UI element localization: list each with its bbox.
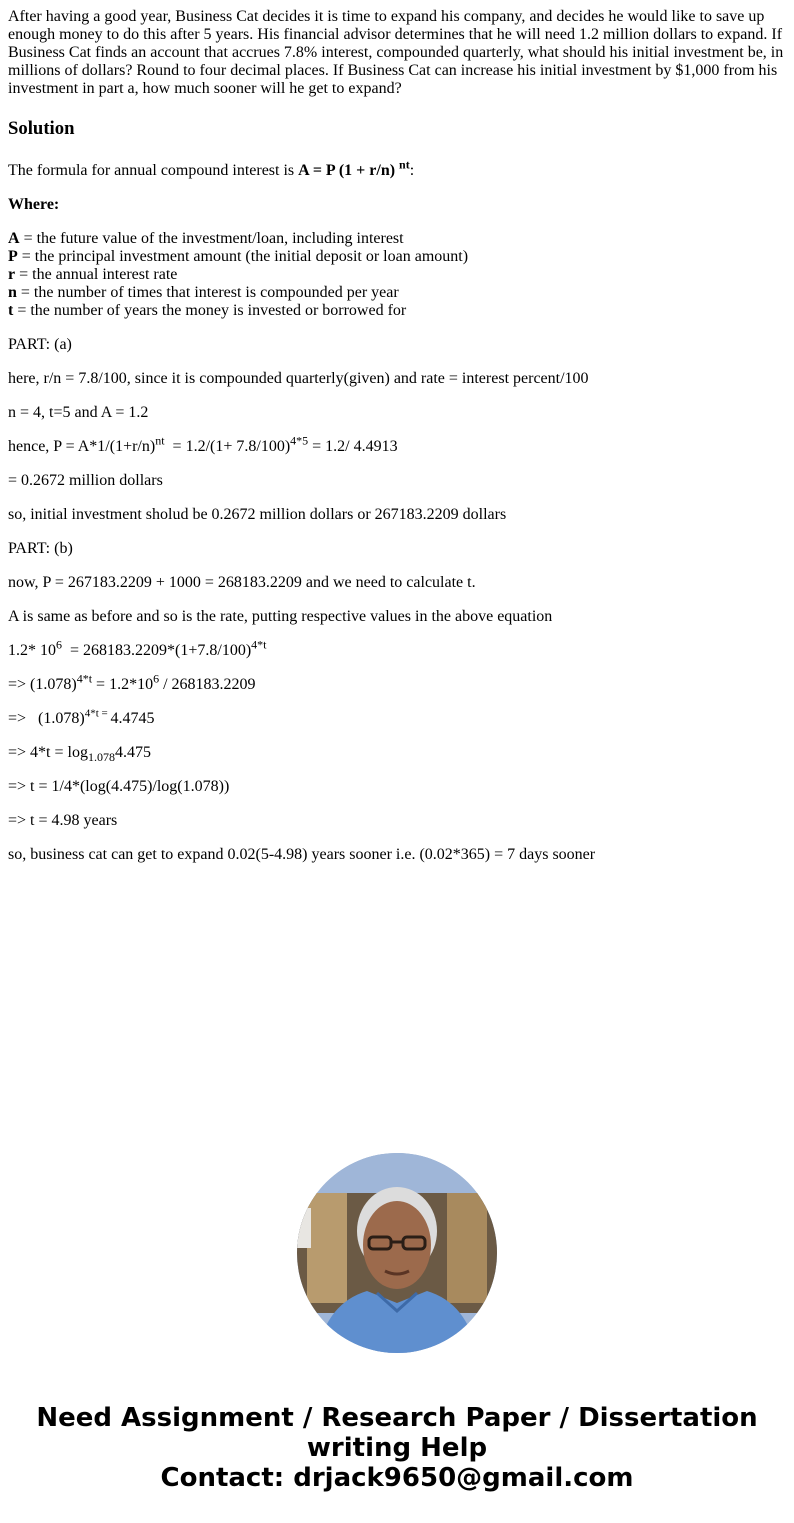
part-b-line-2: A is same as before and so is the rate, putting respective values in the above equation <box>8 608 553 625</box>
solution-heading: Solution <box>8 118 75 139</box>
formula-line <box>8 157 788 180</box>
formula-main: A = P (1 + r/n) $^{nt}$ <box>298 157 410 179</box>
part-b-line-4: => $(1.078)^{4*t} = 1.2*10^6 / 268183.2209$ <box>8 671 256 693</box>
formula-exponent: nt <box>399 157 410 172</box>
ad-contact: Contact: drjack9650@gmail.com <box>160 1463 634 1493</box>
definition-t: t = the number of years the money is invested or borrowed for <box>8 302 407 319</box>
where-label: Where: <box>8 196 60 213</box>
definition-p: P = the principal investment amount (the initial deposit or loan amount) <box>8 248 469 265</box>
part-b-line-7: => t = 1/4*(log(4.475)/log(1.078)) <box>8 778 230 795</box>
definition-a: A = the future value of the investment/loan, including interest <box>8 230 404 247</box>
part-b-label: PART: (b) <box>8 540 73 557</box>
ad-line-1: Need Assignment / Research Paper / Dissertation <box>36 1403 758 1433</box>
part-b-line-1: now, P = 267183.2209 + 1000 = 268183.2209 and we need to calculate t. <box>8 574 476 591</box>
question-text: After having a good year, Business Cat decides it is time to expand his company, and decides he would like to save up enough money to do this after 5 years. His financial advisor determines that he will need 1.2 million dollars to expand. If Business Cat finds an account that accrues 7.8% interest, compounded quarterly, what should his initial investment be, in millions of dollars? Round to four decimal places. If Business Cat can increase his initial investment by $1,000 from his investment in part a, how much sooner will he get to expand? <box>8 8 784 97</box>
part-a-label: PART: (a) <box>8 336 72 353</box>
author-avatar <box>297 1153 497 1353</box>
part-a-line-5: so, initial investment sholud be 0.2672 million dollars or 267183.2209 dollars <box>8 506 507 523</box>
part-b-line-9: so, business cat can get to expand 0.02(5-4.98) years sooner i.e. (0.02*365) = 7 days sooner <box>8 846 596 863</box>
ad-line-2: writing Help <box>306 1433 488 1463</box>
assignment-help-ad <box>0 1403 794 1493</box>
formula-tail: : <box>409 162 415 179</box>
author-photo-icon <box>297 1153 497 1353</box>
part-a-line-2: n = 4, t=5 and A = 1.2 <box>8 404 149 421</box>
part-a-line-1: here, r/n = 7.8/100, since it is compounded quarterly(given) and rate = interest percent/100 <box>8 370 589 387</box>
part-b-line-6: => $4*t = \log_{1.078}4.475$ <box>8 744 151 765</box>
definitions-list <box>8 230 788 320</box>
part-b-line-8: => t = 4.98 years <box>8 812 118 829</box>
formula-intro: The formula for annual compound interest is <box>8 162 299 179</box>
solution-document <box>8 8 788 880</box>
part-b-line-5: => $(1.078)^{4*t =}$ 4.4745 <box>8 707 155 727</box>
part-b-line-3: 1.2* $10^6 = 268183.2209*(1+7.8/100)^{4*t}$ <box>8 637 267 659</box>
part-a-line-4: = 0.2672 million dollars <box>8 472 163 489</box>
definition-r: r = the annual interest rate <box>8 266 178 283</box>
definition-n: n = the number of times that interest is compounded per year <box>8 284 399 301</box>
part-a-line-3: hence, $P = A*1/(1+r/n)^{nt} = 1.2/(1+ 7.8/100)^{4*5} = 1.2/$ 4.4913 <box>8 433 398 455</box>
